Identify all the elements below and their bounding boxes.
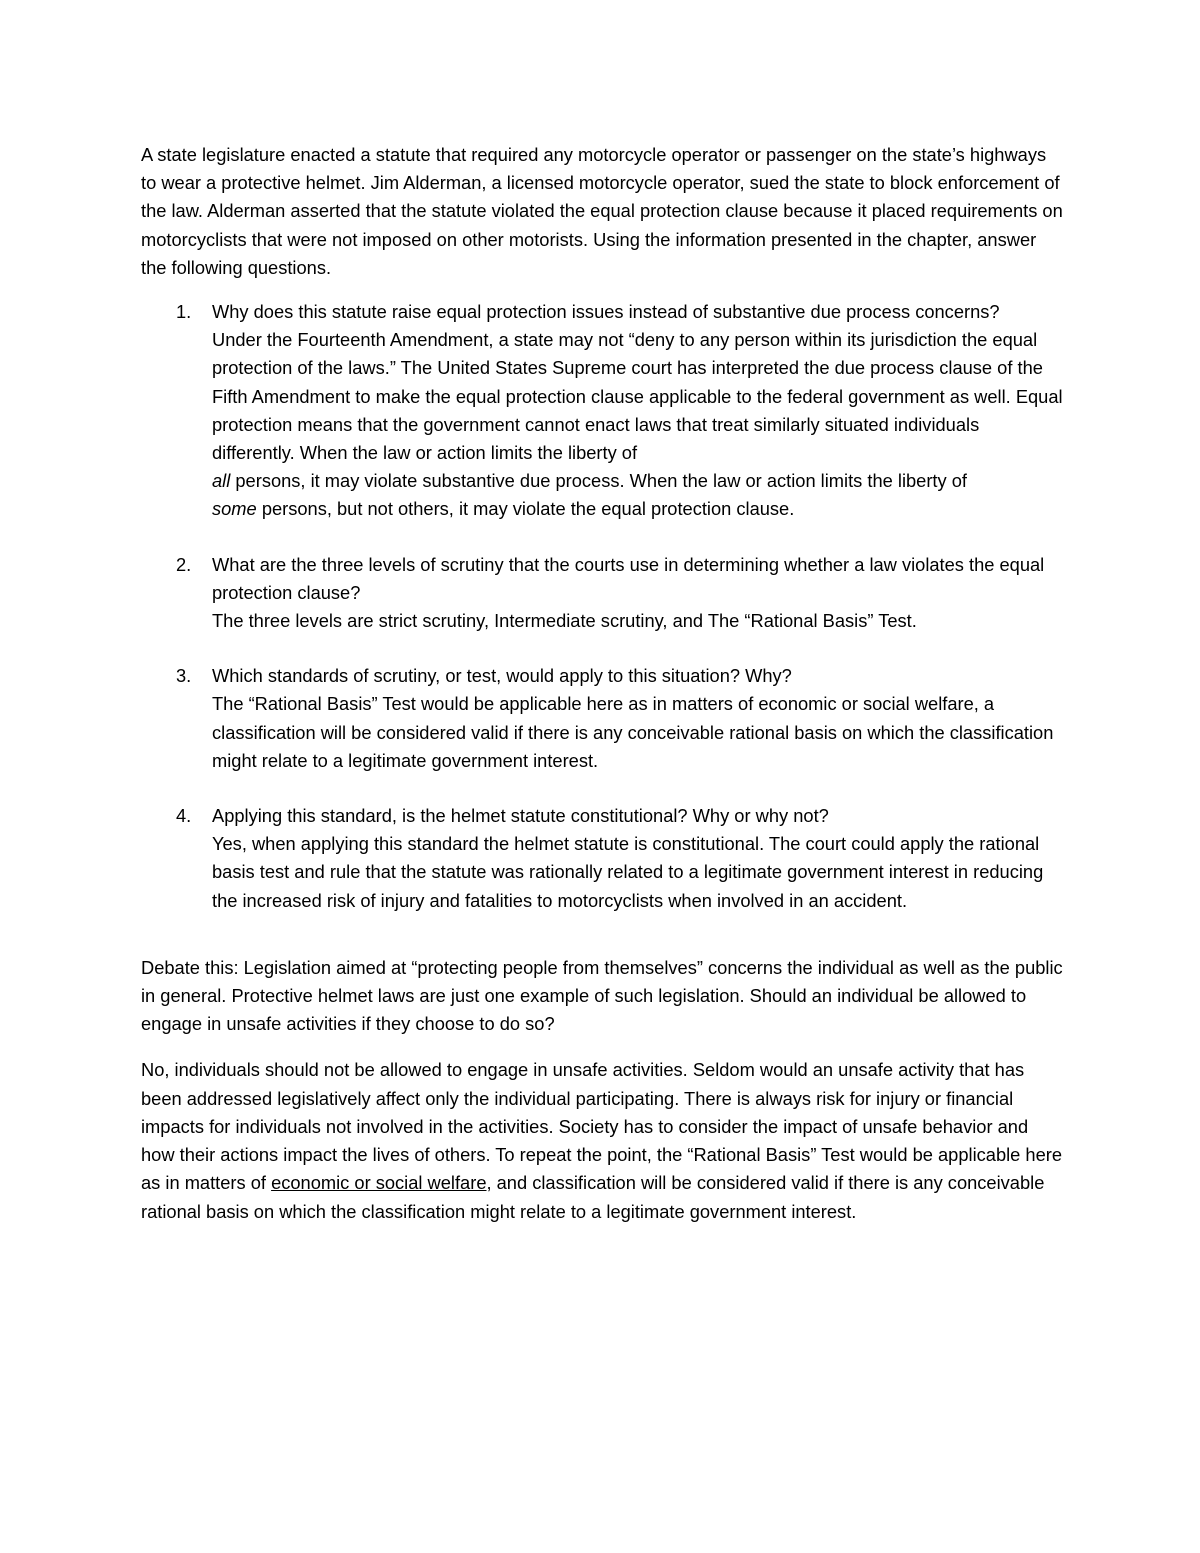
question-item-4 <box>141 802 1066 915</box>
emphasis-all: all <box>212 470 231 492</box>
question-number: 3. <box>176 665 192 687</box>
answer-text: Yes, when applying this standard the helmet statute is constitutional. The court could apply the rational basis test and rule that the statute was rationally related to a legitimate government interest in reducing the increased risk of injury and fatalities to motorcyclists when involved in an accident. <box>212 833 1044 911</box>
question-text: What are the three levels of scrutiny that the courts use in determining whether a law violates the equal protection clause? <box>212 553 1045 603</box>
response-segment: , and classification will be considered valid if there is any conceivable rational basis on which the classification might relate to a legitimate government interest. <box>141 1172 1045 1222</box>
answer-segment: Under the Fourteenth Amendment, a state may not “deny to any person within its jurisdiction the equal protection of the laws.” The United States Supreme court has interpreted the due process clause of the Fifth Amendment to make the equal protection clause applicable to the federal government as well. Equal protection means that the government cannot enact laws that treat similarly situated individuals differently. When the law or action limits the liberty of <box>212 329 1063 464</box>
answer-text: The three levels are strict scrutiny, Intermediate scrutiny, and The “Rational Basis” Test. <box>212 610 917 632</box>
debate-prompt: Debate this: Legislation aimed at “protecting people from themselves” concerns the individual as well as the public in general. Protective helmet laws are just one example of such legislation. Should an individual be allowed to engage in unsafe activities if they choose to do so? <box>141 956 1063 1035</box>
question-item-2 <box>141 551 1066 636</box>
document-body <box>141 141 1066 1226</box>
underlined-phrase: economic or social welfare <box>271 1172 487 1194</box>
answer-segment: persons, it may violate substantive due process. When the law or action limits the liberty of <box>235 470 967 492</box>
emphasis-some: some <box>212 498 257 520</box>
response-segment: No, individuals should not be allowed to engage in unsafe activities. Seldom would an unsafe activity that has been addressed legislatively affect only the individual participating. There is always risk for injury or financial impacts for individuals not involved in the activities. Society has to consider the impact of unsafe behavior and how their actions impact the lives of others. To repeat the point, the “Rational Basis” Test would be applicable here as in matters of <box>141 1059 1063 1194</box>
questions-list <box>141 298 1066 915</box>
answer-segment: persons, but not others, it may violate the equal protection clause. <box>261 498 795 520</box>
question-item-3 <box>141 662 1066 775</box>
question-number: 4. <box>176 805 192 827</box>
answer-text: The “Rational Basis” Test would be applicable here as in matters of economic or social welfare, a classification will be considered valid if there is any conceivable rational basis on which the classification might relate to a legitimate government interest. <box>212 693 1054 771</box>
question-number: 2. <box>176 553 192 575</box>
question-text: Why does this statute raise equal protection issues instead of substantive due process concerns? <box>212 301 1000 323</box>
question-item-1 <box>141 298 1066 524</box>
intro-paragraph: A state legislature enacted a statute that required any motorcycle operator or passenger on the state’s highways to wear a protective helmet. Jim Alderman, a licensed motorcycle operator, sued the state to block enforcement of the law. Alderman asserted that the statute violated the equal protection clause because it placed requirements on motorcyclists that were not imposed on other motorists. Using the information presented in the chapter, answer the following questions. <box>141 144 1063 278</box>
question-text: Which standards of scrutiny, or test, would apply to this situation? Why? <box>212 665 792 687</box>
question-number: 1. <box>176 301 192 323</box>
question-text: Applying this standard, is the helmet statute constitutional? Why or why not? <box>212 805 829 827</box>
answer-text <box>212 326 1066 523</box>
debate-response <box>141 1056 1066 1225</box>
